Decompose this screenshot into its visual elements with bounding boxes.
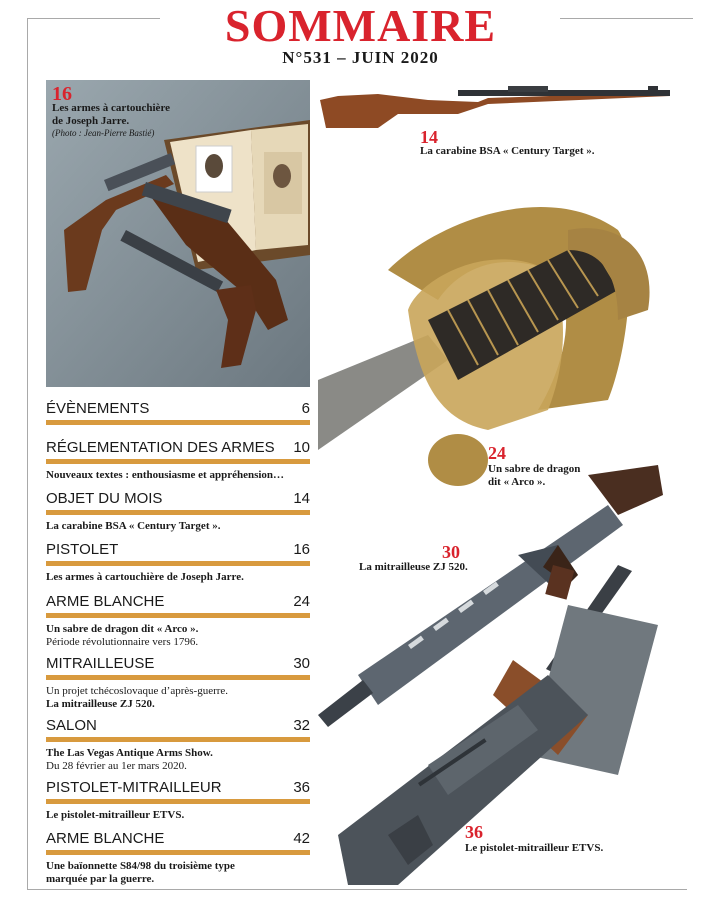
- toc-entry[interactable]: [46, 779, 310, 822]
- toc-desc: Nouveaux textes : enthousiasme et appréhension…: [46, 469, 285, 481]
- toc-desc: La mitrailleuse ZJ 520.: [46, 698, 155, 710]
- toc-entry[interactable]: [46, 439, 310, 482]
- toc-section: PISTOLET: [46, 541, 119, 558]
- toc-page: 16: [293, 541, 310, 558]
- toc-section: OBJET DU MOIS: [46, 490, 163, 507]
- frame-line-left: [27, 18, 28, 890]
- toc-section: ÉVÈNEMENTS: [46, 400, 150, 417]
- toc-desc: Les armes à cartouchière de Joseph Jarre.: [46, 571, 244, 583]
- toc-page: 32: [293, 717, 310, 734]
- caption-line: Un sabre de dragon: [488, 463, 581, 475]
- toc-section: ARME BLANCHE: [46, 830, 165, 847]
- caption-line: de Joseph Jarre.: [52, 115, 130, 127]
- rifle-caption: La carabine BSA « Century Target ».: [420, 145, 595, 157]
- toc-desc: Un projet tchécoslovaque d’après-guerre.: [46, 685, 229, 697]
- smg-page: [465, 822, 483, 843]
- toc-entry[interactable]: [46, 541, 310, 584]
- toc-entry[interactable]: [46, 400, 310, 425]
- mg-caption: La mitrailleuse ZJ 520.: [359, 561, 468, 573]
- caption-line: Les armes à cartouchière: [52, 102, 171, 114]
- photo-rifle: [318, 80, 670, 130]
- toc-section: RÉGLEMENTATION DES ARMES: [46, 439, 275, 456]
- photo-credit: (Photo : Jean-Pierre Bastié): [52, 128, 155, 138]
- toc-section: MITRAILLEUSE: [46, 655, 155, 672]
- rifle-page-number: 14: [420, 127, 438, 147]
- toc-entry[interactable]: [46, 830, 310, 886]
- toc-desc: The Las Vegas Antique Arms Show.: [46, 747, 213, 759]
- smg-page-number: 36: [465, 822, 483, 842]
- photo-pistols-caption: [52, 102, 222, 139]
- toc-page: 24: [293, 593, 310, 610]
- toc-desc: Période révolutionnaire vers 1796.: [46, 636, 199, 648]
- toc-desc: marquée par la guerre.: [46, 873, 155, 885]
- toc-page: 14: [293, 490, 310, 507]
- smg-caption: Le pistolet-mitrailleur ETVS.: [465, 842, 604, 854]
- toc-page: 10: [293, 439, 310, 456]
- toc-page: 36: [293, 779, 310, 796]
- page-title: SOMMAIRE: [224, 0, 497, 51]
- toc-page: 6: [301, 400, 310, 417]
- toc-page: 30: [293, 655, 310, 672]
- toc-desc: Un sabre de dragon dit « Arco ».: [46, 623, 199, 635]
- toc-desc: Une baïonnette S84/98 du troisième type: [46, 860, 235, 872]
- toc-entry[interactable]: [46, 490, 310, 533]
- toc-entry[interactable]: [46, 655, 310, 711]
- issue-number: N°531 – JUIN 2020: [282, 48, 439, 67]
- mg-page: [442, 542, 460, 563]
- toc-desc: Du 28 février au 1er mars 2020.: [46, 760, 187, 772]
- toc-page: 42: [293, 830, 310, 847]
- saber-page-number: 24: [488, 443, 506, 463]
- toc-desc: Le pistolet-mitrailleur ETVS.: [46, 809, 185, 821]
- photo-pistols-page: 16: [52, 83, 72, 105]
- toc-entry[interactable]: [46, 593, 310, 649]
- toc-section: PISTOLET-MITRAILLEUR: [46, 779, 222, 796]
- toc-desc: La carabine BSA « Century Target ».: [46, 520, 221, 532]
- caption-line: dit « Arco ».: [488, 476, 546, 488]
- toc-section: ARME BLANCHE: [46, 593, 165, 610]
- photo-pistols: [46, 80, 310, 387]
- mg-page-number: 30: [442, 542, 460, 562]
- toc-section: SALON: [46, 717, 97, 734]
- toc-entry[interactable]: [46, 717, 310, 773]
